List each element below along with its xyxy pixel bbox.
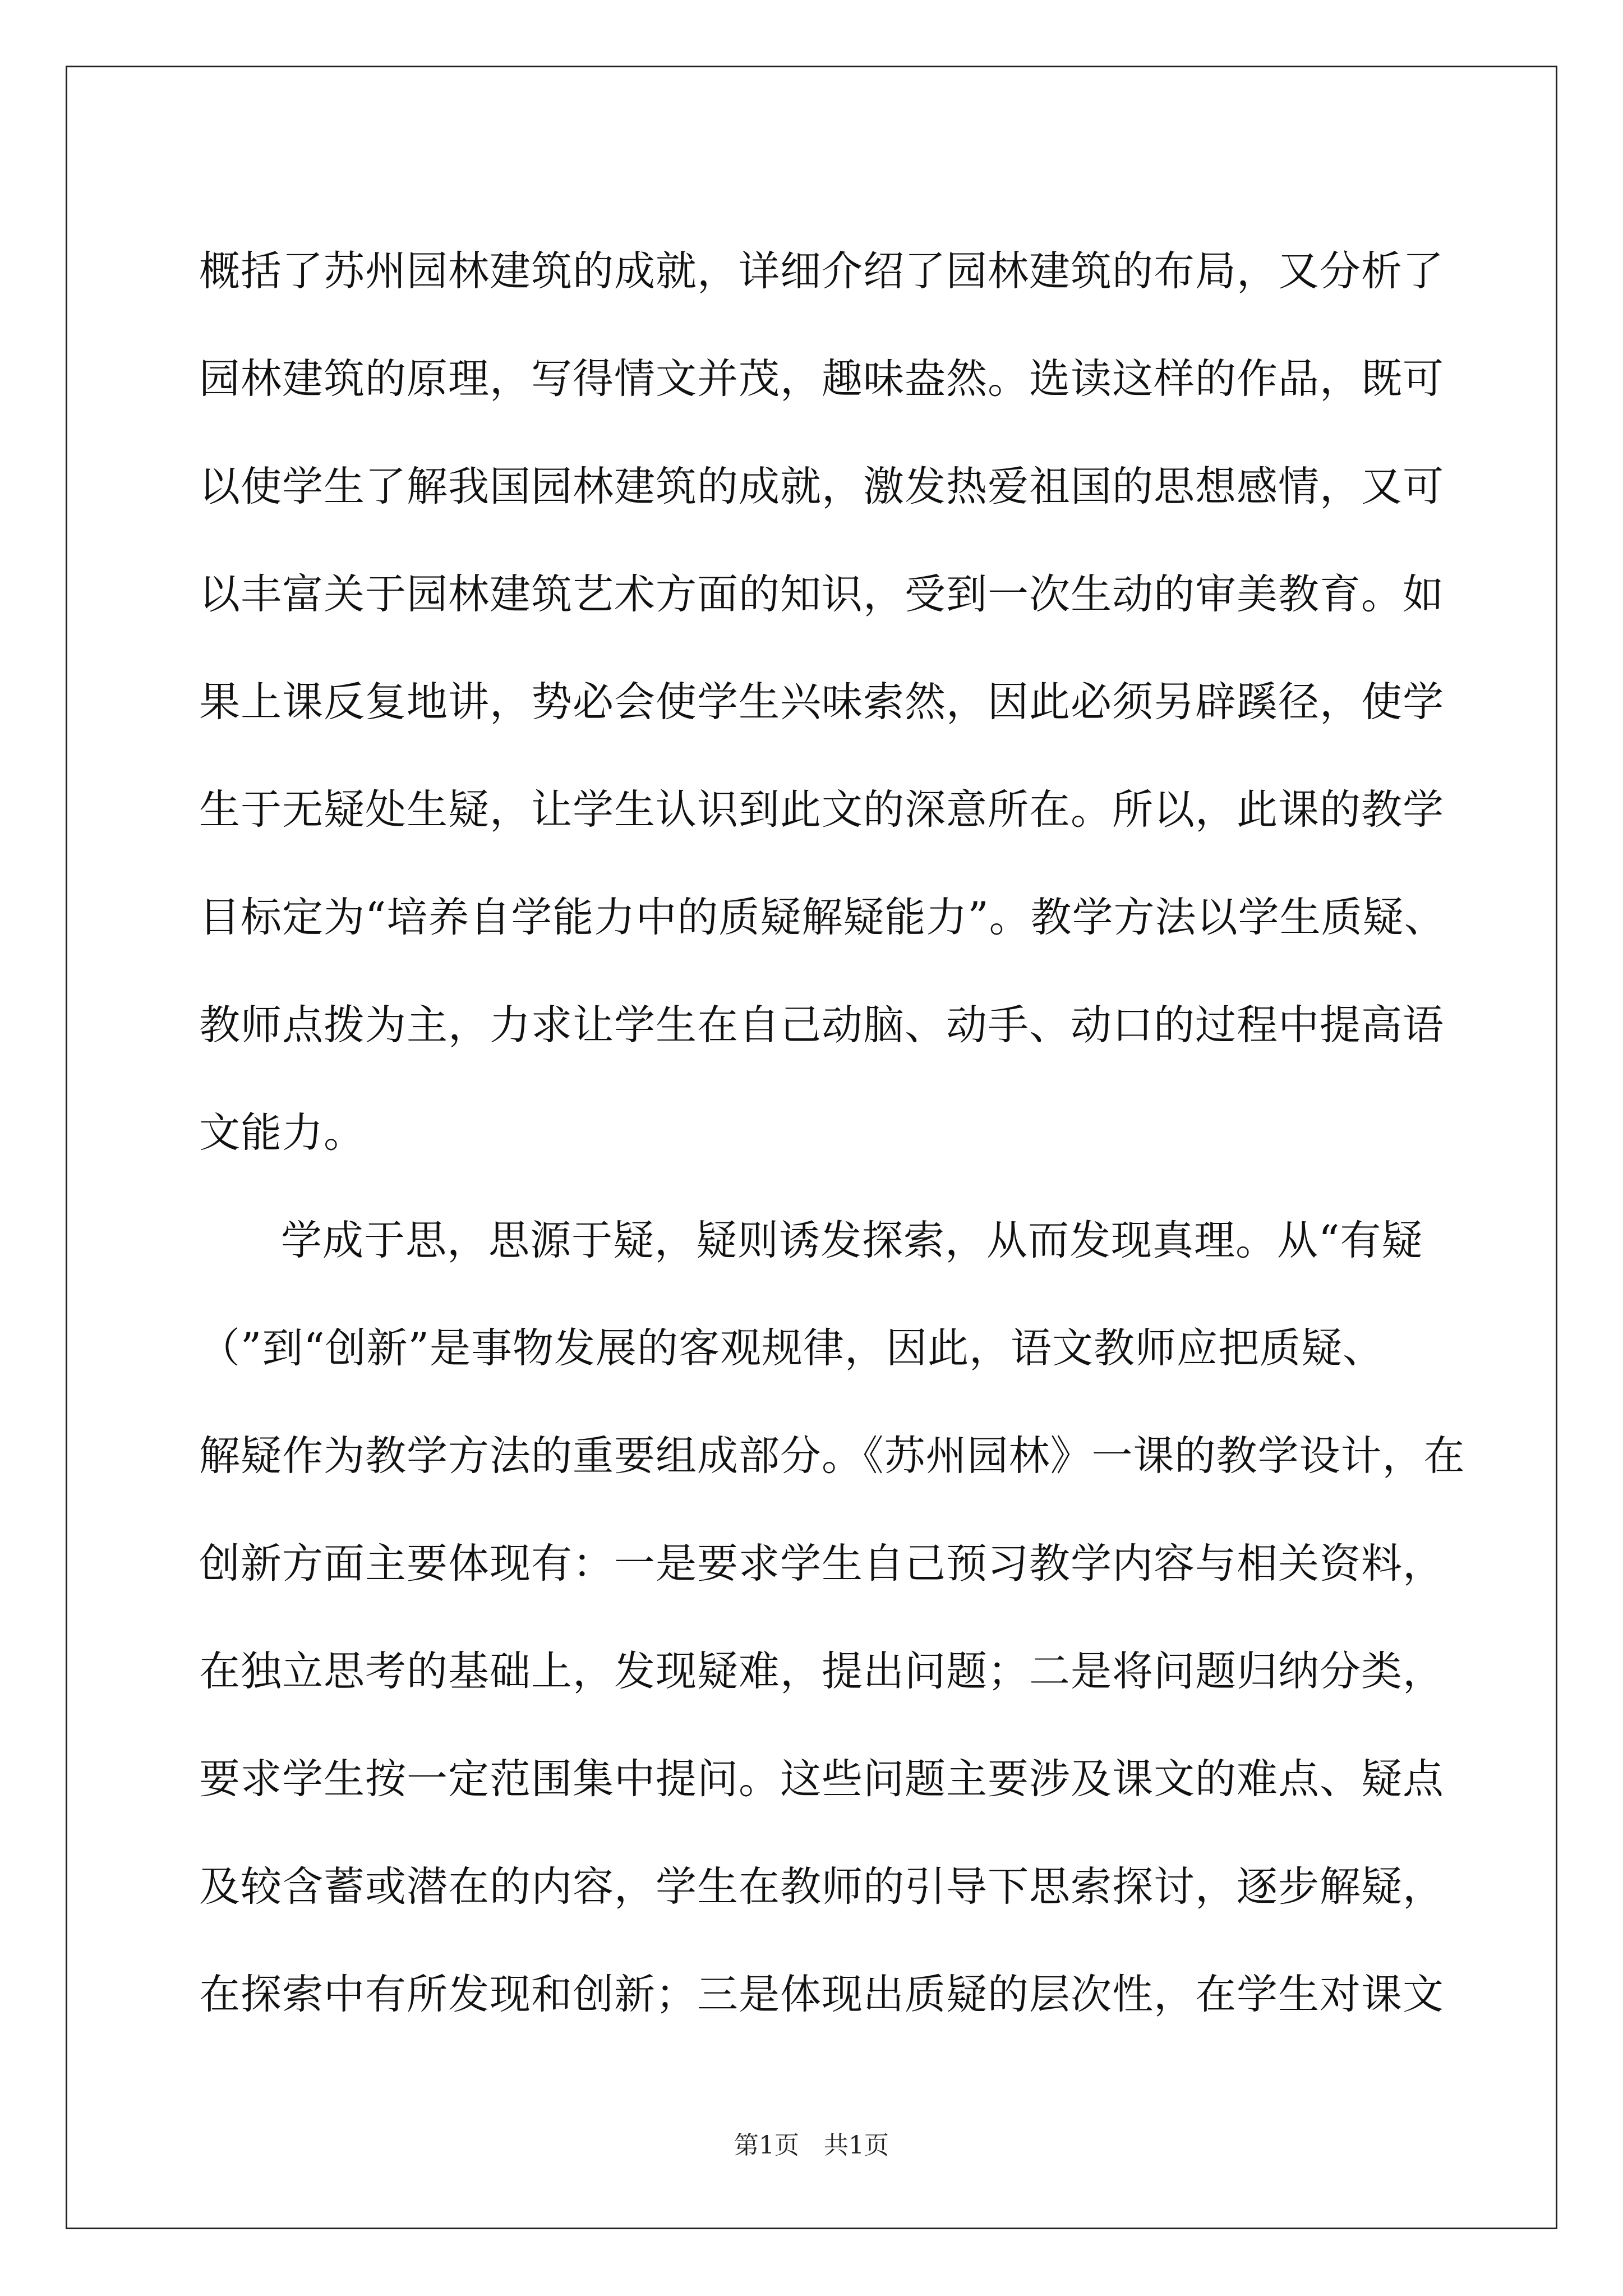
text-line: 要求学生按一定范围集中提问。这些问题主要涉及课文的难点、疑点 xyxy=(199,1755,1444,1803)
text-line: 解疑作为教学方法的重要组成部分。《苏州园林》一课的教学设计，在 xyxy=(199,1432,1465,1480)
document-body xyxy=(199,218,1467,2049)
text-line: 生于无疑处生疑，让学生认识到此文的深意所在。所以，此课的教学 xyxy=(199,786,1444,834)
text-line: 创新方面主要体现有：一是要求学生自己预习教学内容与相关资料， xyxy=(199,1540,1444,1588)
text-line: （”到“创新”是事物发展的客观规律，因此，语文教师应把质疑、 xyxy=(199,1324,1384,1372)
text-line: 目标定为“培养自学能力中的质疑解疑能力”。教学方法以学生质疑、 xyxy=(199,894,1446,941)
text-line: 园林建筑的原理，写得情文并茂，趣味盎然。选读这样的作品，既可 xyxy=(199,355,1444,403)
text-line: 果上课反复地讲，势必会使学生兴味索然，因此必须另辟蹊径，使学 xyxy=(199,678,1444,726)
page-number-footer: 第1页 共1页 xyxy=(734,2131,889,2160)
text-line: 文能力。 xyxy=(199,1109,365,1157)
text-line: 以丰富关于园林建筑艺术方面的知识，受到一次生动的审美教育。如 xyxy=(199,570,1444,618)
paragraph-start-line: 学成于思，思源于疑，疑则诱发探索，从而发现真理。从“有疑 xyxy=(281,1217,1423,1264)
text-line: 概括了苏州园林建筑的成就，详细介绍了园林建筑的布局，又分析了 xyxy=(199,247,1444,295)
text-line: 及较含蓄或潜在的内容，学生在教师的引导下思索探讨，逐步解疑， xyxy=(199,1863,1444,1911)
text-line: 以使学生了解我国园林建筑的成就，激发热爱祖国的思想感情，又可 xyxy=(199,463,1444,510)
text-line: 在独立思考的基础上，发现疑难，提出问题；二是将问题归纳分类， xyxy=(199,1648,1444,1695)
text-line: 在探索中有所发现和创新；三是体现出质疑的层次性，在学生对课文 xyxy=(199,1971,1444,2018)
text-line: 教师点拨为主，力求让学生在自己动脑、动手、动口的过程中提高语 xyxy=(199,1001,1444,1049)
